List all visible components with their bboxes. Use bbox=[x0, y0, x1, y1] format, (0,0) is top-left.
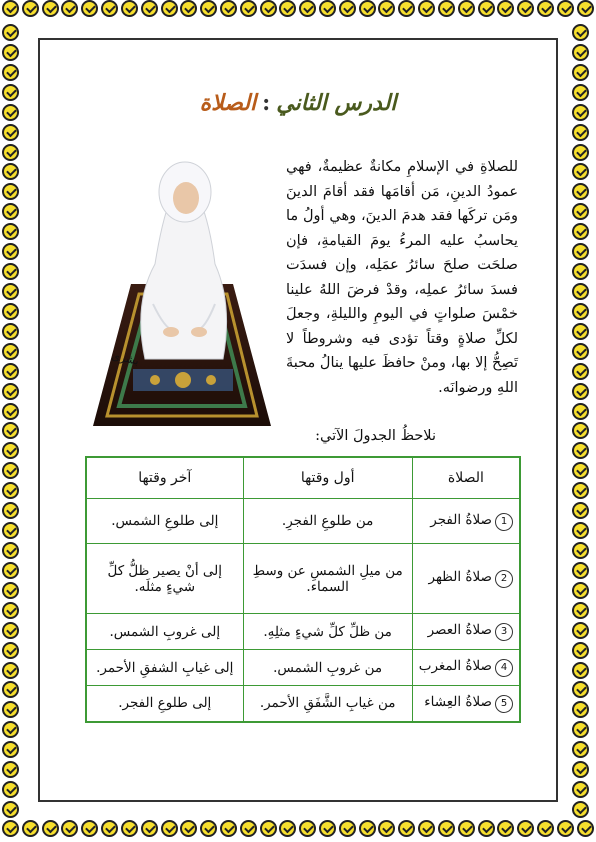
border-ring-icon bbox=[2, 223, 19, 240]
border-ring-icon bbox=[572, 44, 589, 61]
border-ring-icon bbox=[572, 363, 589, 380]
header-end-time: آخر وقتها bbox=[86, 457, 243, 499]
border-ring-icon bbox=[319, 0, 336, 17]
border-ring-icon bbox=[81, 820, 98, 837]
border-ring-icon bbox=[572, 163, 589, 180]
page-border-bottom bbox=[0, 820, 596, 842]
border-ring-icon bbox=[2, 343, 19, 360]
border-ring-icon bbox=[61, 0, 78, 17]
title-colon: : bbox=[262, 90, 271, 116]
border-ring-icon bbox=[2, 383, 19, 400]
border-ring-icon bbox=[101, 820, 118, 837]
prayer-name-cell bbox=[412, 686, 520, 722]
border-ring-icon bbox=[572, 642, 589, 659]
border-ring-icon bbox=[572, 124, 589, 141]
border-ring-icon bbox=[572, 243, 589, 260]
border-ring-icon bbox=[572, 482, 589, 499]
border-ring-icon bbox=[572, 741, 589, 758]
start-time-cell: من طلوعِ الفجرِ. bbox=[243, 499, 412, 544]
border-ring-icon bbox=[81, 0, 98, 17]
prayer-name-cell bbox=[412, 650, 520, 686]
border-ring-icon bbox=[2, 144, 19, 161]
border-ring-icon bbox=[359, 0, 376, 17]
border-ring-icon bbox=[378, 0, 395, 17]
table-row bbox=[86, 544, 520, 614]
border-ring-icon bbox=[2, 562, 19, 579]
border-ring-icon bbox=[42, 820, 59, 837]
prayer-name-cell bbox=[412, 499, 520, 544]
border-ring-icon bbox=[2, 642, 19, 659]
end-time-cell: إلى غيابِ الشفقِ الأحمر. bbox=[86, 650, 243, 686]
lesson-subject: الصلاة bbox=[199, 90, 257, 116]
border-ring-icon bbox=[517, 820, 534, 837]
border-ring-icon bbox=[572, 801, 589, 818]
border-ring-icon bbox=[572, 761, 589, 778]
border-ring-icon bbox=[572, 343, 589, 360]
border-ring-icon bbox=[2, 741, 19, 758]
photo-signature: بشرى bbox=[110, 349, 141, 368]
border-ring-icon bbox=[398, 820, 415, 837]
border-ring-icon bbox=[572, 422, 589, 439]
border-ring-icon bbox=[240, 0, 257, 17]
border-ring-icon bbox=[398, 0, 415, 17]
border-ring-icon bbox=[180, 820, 197, 837]
border-ring-icon bbox=[2, 662, 19, 679]
border-ring-icon bbox=[418, 0, 435, 17]
row-number: 5 bbox=[495, 695, 513, 713]
border-ring-icon bbox=[438, 0, 455, 17]
border-ring-icon bbox=[572, 721, 589, 738]
prayer-name: صلاةُ العصر bbox=[427, 622, 492, 638]
border-ring-icon bbox=[2, 681, 19, 698]
border-ring-icon bbox=[121, 820, 138, 837]
border-ring-icon bbox=[2, 522, 19, 539]
prayer-name: صلاةُ المغرب bbox=[418, 658, 492, 674]
border-ring-icon bbox=[339, 0, 356, 17]
border-ring-icon bbox=[572, 144, 589, 161]
border-ring-icon bbox=[2, 303, 19, 320]
border-ring-icon bbox=[2, 582, 19, 599]
prayer-times-table bbox=[85, 456, 521, 723]
border-ring-icon bbox=[572, 662, 589, 679]
border-ring-icon bbox=[260, 820, 277, 837]
border-ring-icon bbox=[2, 323, 19, 340]
row-number: 2 bbox=[495, 570, 513, 588]
border-ring-icon bbox=[161, 820, 178, 837]
prayer-name-cell bbox=[412, 614, 520, 650]
border-ring-icon bbox=[141, 820, 158, 837]
border-ring-icon bbox=[2, 781, 19, 798]
border-ring-icon bbox=[572, 283, 589, 300]
table-header-row bbox=[86, 457, 520, 499]
border-ring-icon bbox=[557, 0, 574, 17]
border-ring-icon bbox=[2, 482, 19, 499]
border-ring-icon bbox=[577, 0, 594, 17]
prayer-name: صلاةُ العِشاء bbox=[424, 693, 492, 710]
border-ring-icon bbox=[572, 183, 589, 200]
border-ring-icon bbox=[2, 442, 19, 459]
border-ring-icon bbox=[279, 0, 296, 17]
border-ring-icon bbox=[572, 701, 589, 718]
border-ring-icon bbox=[572, 383, 589, 400]
border-ring-icon bbox=[572, 522, 589, 539]
border-ring-icon bbox=[22, 0, 39, 17]
border-ring-icon bbox=[478, 0, 495, 17]
start-time-cell: من ظلِّ كلِّ شيءٍ مثلِهِ. bbox=[243, 614, 412, 650]
prayer-name: صلاةُ الظهر bbox=[428, 569, 492, 585]
border-ring-icon bbox=[200, 820, 217, 837]
border-ring-icon bbox=[2, 721, 19, 738]
border-ring-icon bbox=[497, 820, 514, 837]
table-row bbox=[86, 499, 520, 544]
border-ring-icon bbox=[2, 203, 19, 220]
border-ring-icon bbox=[572, 442, 589, 459]
start-time-cell: من غروبِ الشمس. bbox=[243, 650, 412, 686]
border-ring-icon bbox=[2, 622, 19, 639]
border-ring-icon bbox=[2, 462, 19, 479]
border-ring-icon bbox=[537, 0, 554, 17]
intro-paragraph: للصلاةِ في الإسلامِ مكانةٌ عظيمةٌ، فهي عمودُ الدينِ، مَن أقامَها فقد أقامَ الدينَ ومَن تركَها فقد هدمَ الدينَ، وهي أولُ ما يحاسبُ عليه المرءُ يومَ القيامةِ، فإن صلحَت صلحَ سائرُ عمَلِه، وإن فسدَت فسدَ سائرُ عملِه، وقدْ فرضَ اللهُ علينا خمْسَ صلواتٍ في اليومِ والليلةِ، وجعلَ لكلِّ صلاةٍ وقتاً تؤدى فيه وشروطاً لا تَصِحُّ إلا بها، ومنْ حافظَ عليها ينالُ محبةَ اللهِ ورضوانَه. bbox=[286, 159, 518, 396]
border-ring-icon bbox=[42, 0, 59, 17]
start-time-cell: من غيابِ الشَّفَقِ الأحمر. bbox=[243, 686, 412, 722]
border-ring-icon bbox=[220, 0, 237, 17]
border-ring-icon bbox=[478, 820, 495, 837]
border-ring-icon bbox=[572, 323, 589, 340]
border-ring-icon bbox=[458, 0, 475, 17]
border-ring-icon bbox=[180, 0, 197, 17]
header-prayer: الصلاة bbox=[412, 457, 520, 499]
border-ring-icon bbox=[2, 183, 19, 200]
border-ring-icon bbox=[572, 24, 589, 41]
border-ring-icon bbox=[2, 602, 19, 619]
border-ring-icon bbox=[260, 0, 277, 17]
border-ring-icon bbox=[22, 820, 39, 837]
row-number: 1 bbox=[495, 513, 513, 531]
border-ring-icon bbox=[2, 24, 19, 41]
border-ring-icon bbox=[2, 403, 19, 420]
border-ring-icon bbox=[572, 263, 589, 280]
border-ring-icon bbox=[2, 422, 19, 439]
border-ring-icon bbox=[572, 462, 589, 479]
border-ring-icon bbox=[572, 502, 589, 519]
border-ring-icon bbox=[378, 820, 395, 837]
border-ring-icon bbox=[161, 0, 178, 17]
border-ring-icon bbox=[2, 0, 19, 17]
border-ring-icon bbox=[2, 44, 19, 61]
border-ring-icon bbox=[572, 781, 589, 798]
border-ring-icon bbox=[299, 820, 316, 837]
border-ring-icon bbox=[497, 0, 514, 17]
border-ring-icon bbox=[557, 820, 574, 837]
header-start-time: أول وقتها bbox=[243, 457, 412, 499]
border-ring-icon bbox=[319, 820, 336, 837]
border-ring-icon bbox=[458, 820, 475, 837]
border-ring-icon bbox=[572, 403, 589, 420]
border-ring-icon bbox=[2, 263, 19, 280]
lesson-title bbox=[0, 90, 596, 116]
end-time-cell: إلى أنْ يصير ظلُّ كلِّ شيءٍ مثلَه. bbox=[86, 544, 243, 614]
end-time-cell: إلى طلوعِ الشمس. bbox=[86, 499, 243, 544]
prayer-name-cell bbox=[412, 544, 520, 614]
border-ring-icon bbox=[572, 64, 589, 81]
border-ring-icon bbox=[572, 582, 589, 599]
border-ring-icon bbox=[61, 820, 78, 837]
border-ring-icon bbox=[438, 820, 455, 837]
start-time-cell: من ميلِ الشمسِ عن وسطِ السماء. bbox=[243, 544, 412, 614]
border-ring-icon bbox=[2, 801, 19, 818]
border-ring-icon bbox=[359, 820, 376, 837]
table-intro: نلاحظُ الجدولَ الآتي: bbox=[315, 428, 436, 444]
lesson-label: الدرس الثاني bbox=[276, 90, 397, 116]
page-border-left bbox=[2, 22, 24, 820]
border-ring-icon bbox=[418, 820, 435, 837]
border-ring-icon bbox=[2, 64, 19, 81]
end-time-cell: إلى غروبِ الشمس. bbox=[86, 614, 243, 650]
border-ring-icon bbox=[121, 0, 138, 17]
table-row bbox=[86, 614, 520, 650]
border-ring-icon bbox=[572, 223, 589, 240]
border-ring-icon bbox=[572, 562, 589, 579]
border-ring-icon bbox=[101, 0, 118, 17]
border-ring-icon bbox=[572, 203, 589, 220]
border-ring-icon bbox=[2, 124, 19, 141]
table-row bbox=[86, 650, 520, 686]
border-ring-icon bbox=[220, 820, 237, 837]
border-ring-icon bbox=[572, 681, 589, 698]
border-ring-icon bbox=[279, 820, 296, 837]
border-ring-icon bbox=[2, 283, 19, 300]
border-ring-icon bbox=[141, 0, 158, 17]
row-number: 3 bbox=[495, 623, 513, 641]
border-ring-icon bbox=[240, 820, 257, 837]
border-ring-icon bbox=[572, 602, 589, 619]
border-ring-icon bbox=[577, 820, 594, 837]
border-ring-icon bbox=[517, 0, 534, 17]
border-ring-icon bbox=[537, 820, 554, 837]
border-ring-icon bbox=[2, 502, 19, 519]
border-ring-icon bbox=[2, 761, 19, 778]
girl-face bbox=[173, 182, 199, 214]
page-border-top bbox=[0, 0, 596, 22]
border-ring-icon bbox=[339, 820, 356, 837]
border-ring-icon bbox=[2, 163, 19, 180]
border-ring-icon bbox=[2, 542, 19, 559]
border-ring-icon bbox=[2, 363, 19, 380]
border-ring-icon bbox=[200, 0, 217, 17]
border-ring-icon bbox=[2, 243, 19, 260]
border-ring-icon bbox=[2, 820, 19, 837]
table-row bbox=[86, 686, 520, 722]
border-ring-icon bbox=[572, 303, 589, 320]
border-ring-icon bbox=[299, 0, 316, 17]
border-ring-icon bbox=[2, 701, 19, 718]
page-border-right bbox=[572, 22, 594, 820]
praying-girl-illustration bbox=[93, 154, 271, 426]
row-number: 4 bbox=[495, 659, 513, 677]
end-time-cell: إلى طلوعِ الفجر. bbox=[86, 686, 243, 722]
border-ring-icon bbox=[572, 542, 589, 559]
prayer-name: صلاةُ الفجر bbox=[430, 511, 492, 528]
border-ring-icon bbox=[572, 622, 589, 639]
